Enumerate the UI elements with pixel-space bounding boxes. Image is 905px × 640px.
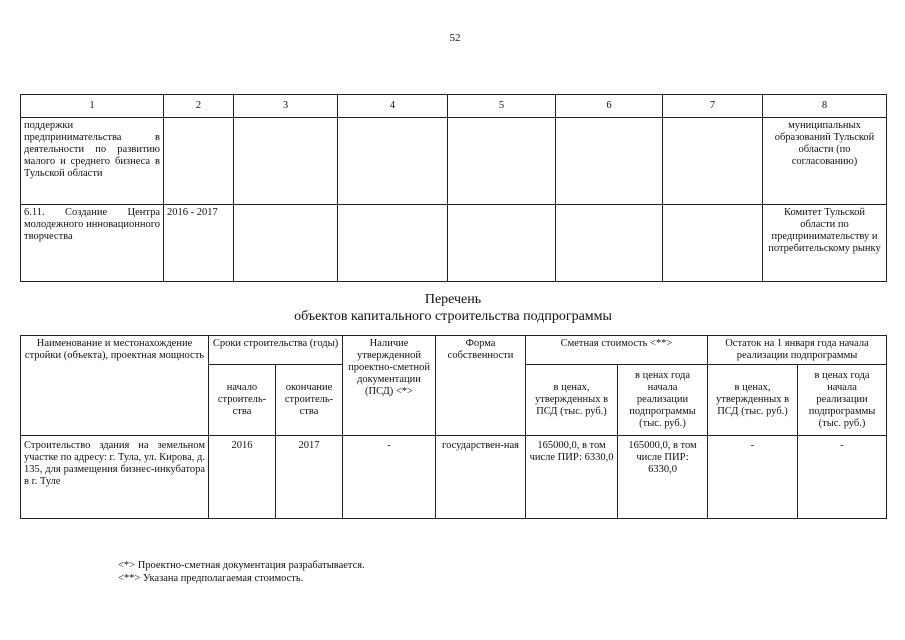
table-cell [556,205,663,282]
table-row [21,436,887,519]
capital-construction-table [20,335,887,519]
footnotes [118,559,365,585]
header-ownership: Форма собственности [436,336,526,436]
table-cell [338,118,448,205]
end-year: 2017 [276,436,343,519]
footnote-psd: <*> Проектно-сметная документация разрабатывается. [118,560,365,571]
header-psd: Наличие утвержденной проектно-сметной документации (ПСД) <*> [343,336,436,436]
page-number: 52 [449,32,461,44]
header-balance: Остаток на 1 января года начала реализации подпрограммы [708,336,887,365]
header-cost: Сметная стоимость <**> [526,336,708,365]
table-cell [338,205,448,282]
column-number: 7 [663,95,763,118]
ownership-form: государствен-ная [436,436,526,519]
header-balance-psd: в ценах, утвержденных в ПСД (тыс. руб.) [708,365,798,436]
balance-psd-value: - [708,436,798,519]
table-cell [448,118,556,205]
column-number: 3 [234,95,338,118]
psd-status: - [343,436,436,519]
column-number: 6 [556,95,663,118]
header-name: Наименование и местонахождение стройки (объекта), проектная мощность [21,336,209,436]
cost-psd-value: 165000,0, в том числе ПИР: 6330,0 [526,436,618,519]
table-cell [663,205,763,282]
start-year: 2016 [209,436,276,519]
object-name: Строительство здания на земельном участке по адресу: г. Тула, ул. Кирова, д. 135, для размещения бизнес-инкубатора в г. Туле [21,436,209,519]
table-cell [556,118,663,205]
table-cell [448,205,556,282]
column-number-row [21,95,887,118]
header-start: начало строитель-ства [209,365,276,436]
activities-table-continuation [20,94,887,282]
period-cell: 2016 - 2017 [164,205,234,282]
table-cell [234,118,338,205]
section-title: Перечень [424,292,482,307]
table-cell [663,118,763,205]
header-cost-psd: в ценах, утвержденных в ПСД (тыс. руб.) [526,365,618,436]
table-cell [164,118,234,205]
activity-name: 6.11. Создание Центра молодежного инновационного творчества [21,205,164,282]
table-row [21,205,887,282]
responsible-executor: Комитет Тульской области по предпринимательству и потребительскому рынку [763,205,887,282]
column-number: 5 [448,95,556,118]
footnote-cost: <**> Указана предполагаемая стоимость. [118,573,304,584]
table-row [21,118,887,205]
header-balance-start: в ценах года начала реализации подпрограммы (тыс. руб.) [798,365,887,436]
header-row [21,336,887,365]
header-end: окончание строитель-ства [276,365,343,436]
header-cost-start: в ценах года начала реализации подпрограммы (тыс. руб.) [618,365,708,436]
column-number: 8 [763,95,887,118]
responsible-executor: муниципальных образований Тульской области (по согласованию) [763,118,887,205]
balance-start-value: - [798,436,887,519]
column-number: 4 [338,95,448,118]
cost-start-value: 165000,0, в том числе ПИР: 6330,0 [618,436,708,519]
column-number: 1 [21,95,164,118]
table-cell [234,205,338,282]
section-subtitle: объектов капитального строительства подпрограммы [294,309,612,324]
column-number: 2 [164,95,234,118]
activity-name: поддержки предпринимательства в деятельности по развитию малого и среднего бизнеса в Тульской области [21,118,164,205]
header-terms: Сроки строительства (годы) [209,336,343,365]
